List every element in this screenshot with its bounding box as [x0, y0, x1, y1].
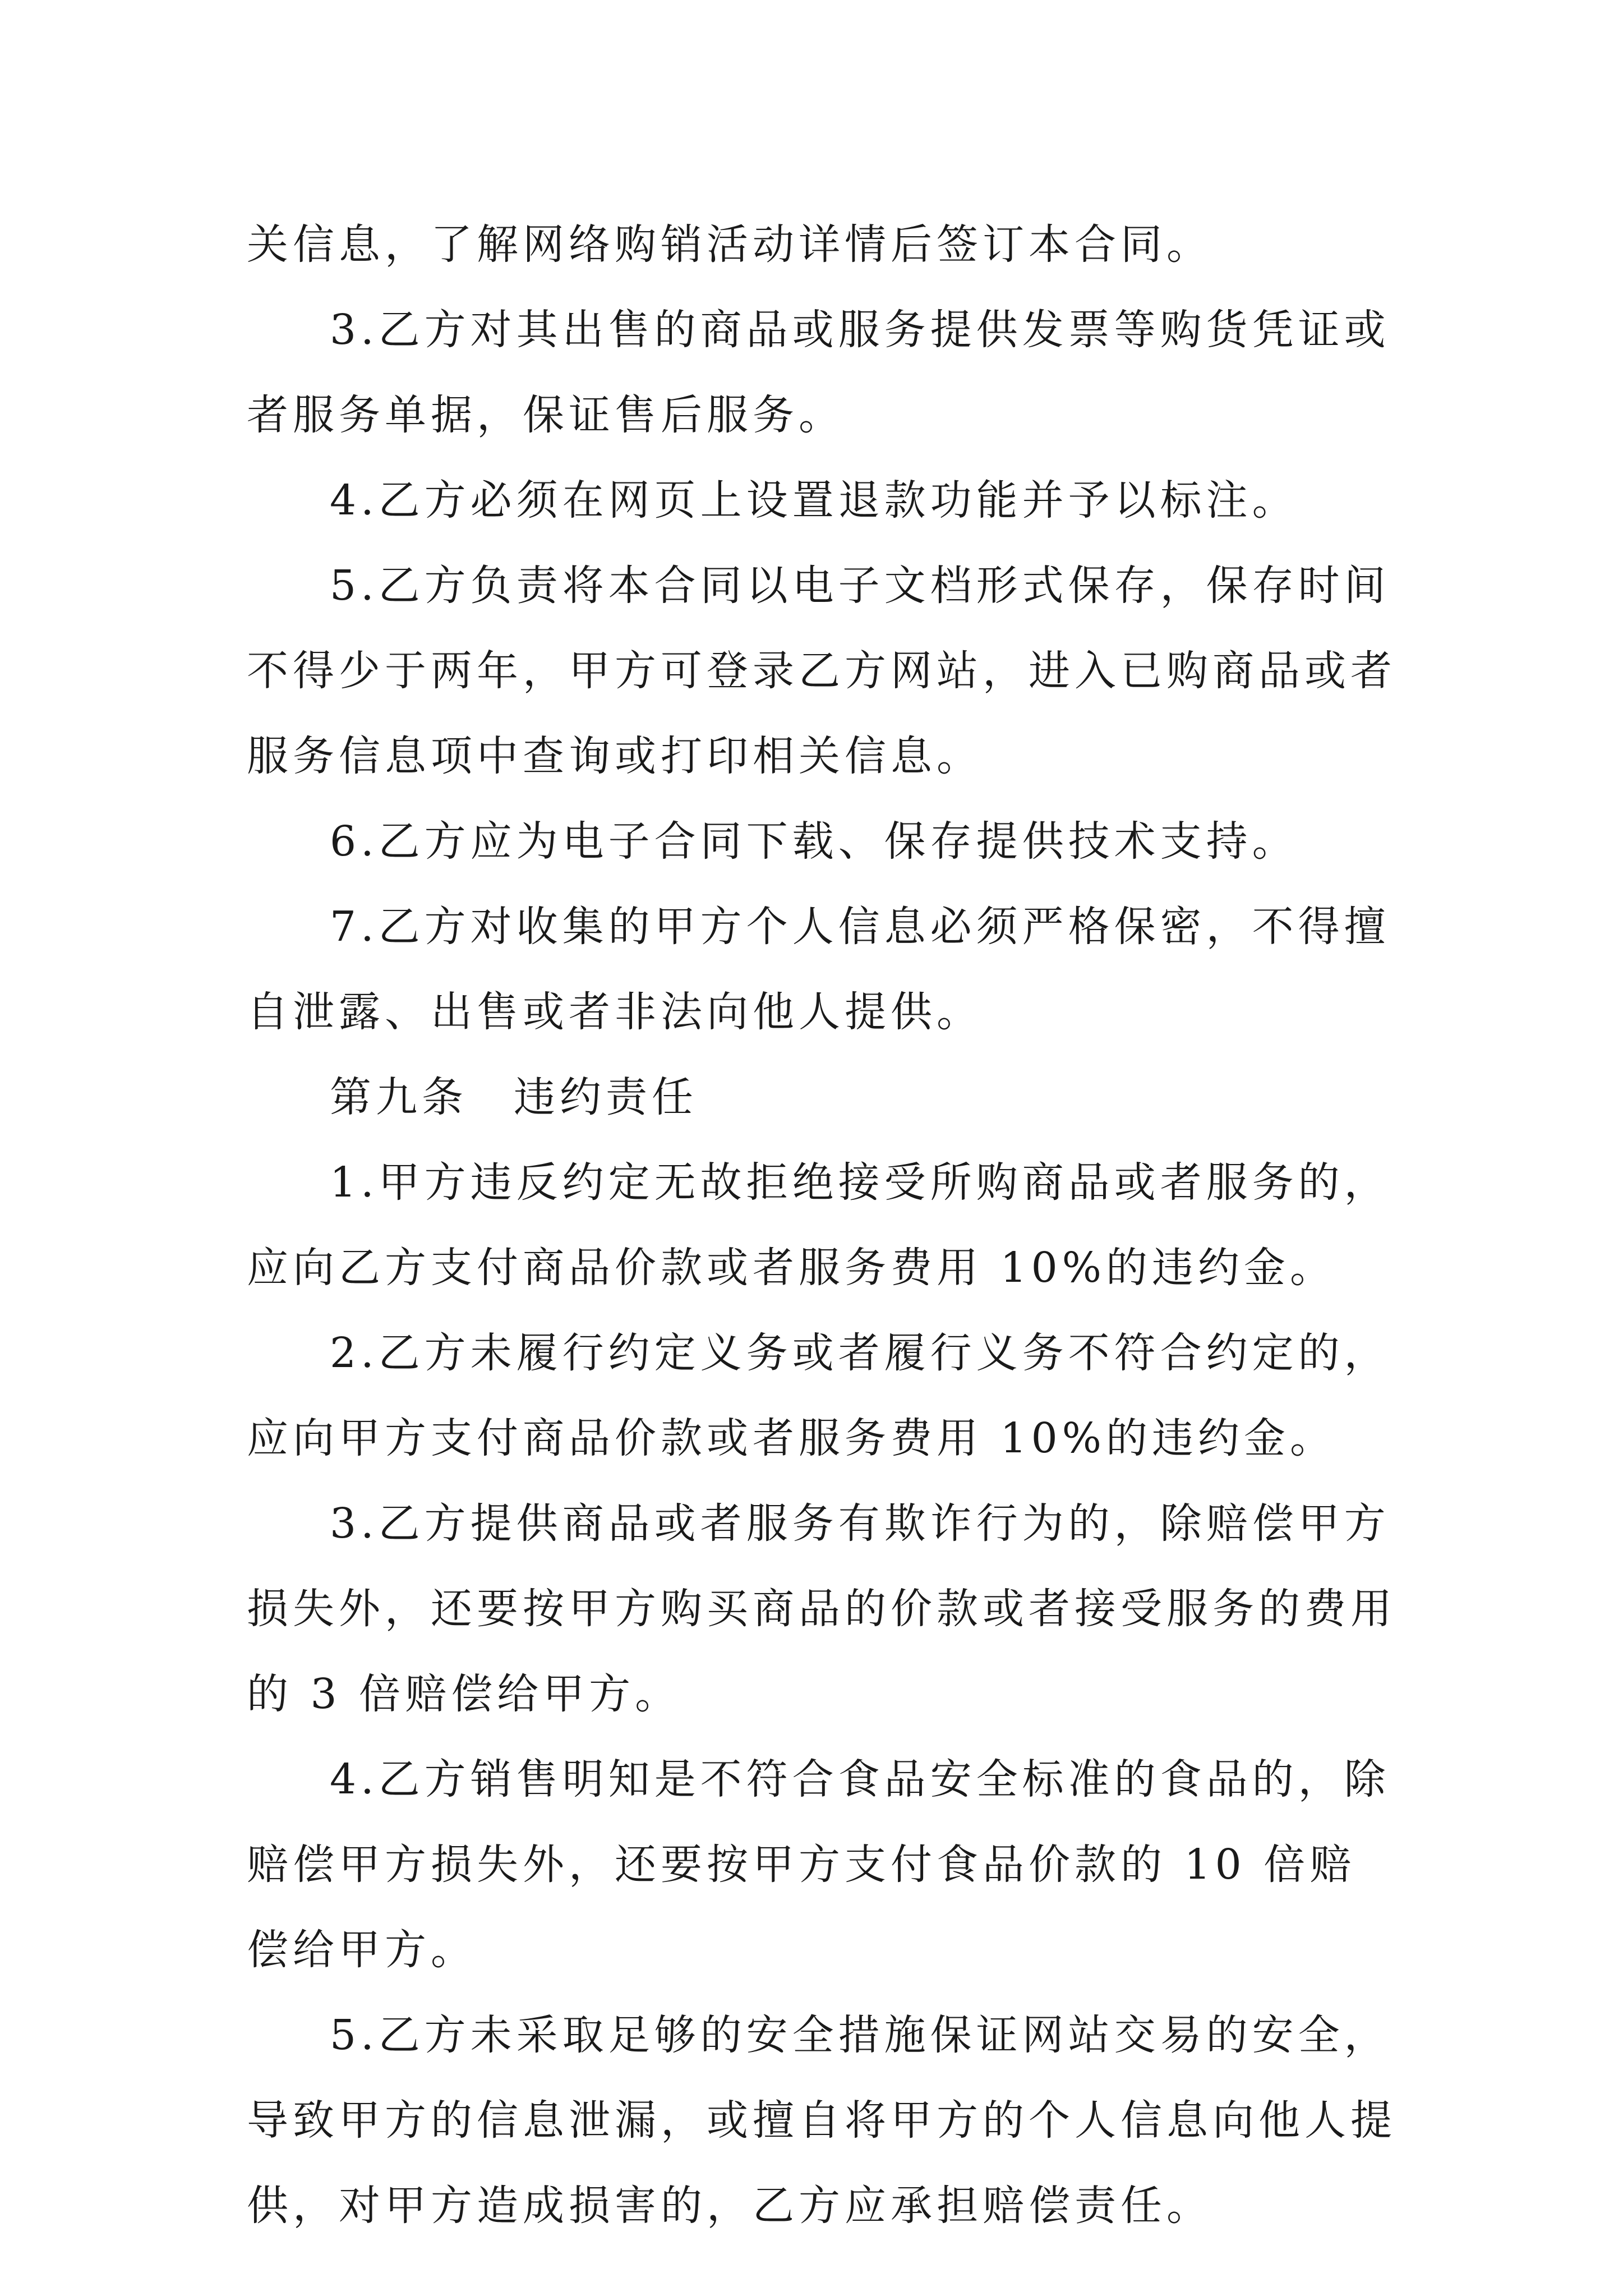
clause-9-4: 4.乙方销售明知是不符合食品安全标准的食品的，除赔偿甲方损失外，还要按甲方支付食品价款的 10 倍赔偿给甲方。 [247, 1755, 1390, 1974]
clause-9-5: 5.乙方未采取足够的安全措施保证网站交易的安全，导致甲方的信息泄漏，或擅自将甲方的个人信息向他人提供，对甲方造成损害的，乙方应承担赔偿责任。 [247, 2011, 1396, 2230]
paragraph-continuation: 关信息，了解网络购销活动详情后签订本合同。 [247, 220, 1212, 269]
clause-8-3: 3.乙方对其出售的商品或服务提供发票等购货凭证或者服务单据，保证售后服务。 [247, 306, 1390, 439]
clause-9-1: 1.甲方违反约定无故拒绝接受所购商品或者服务的，应向乙方支付商品价款或者服务费用 10%的违约金。 [247, 1158, 1390, 1292]
contract-text [247, 202, 1396, 2248]
clause-8-6: 6.乙方应为电子合同下载、保存提供技术支持。 [330, 817, 1298, 866]
clause-8-5: 5.乙方负责将本合同以电子文档形式保存，保存时间不得少于两年，甲方可登录乙方网站，进入已购商品或者服务信息项中查询或打印相关信息。 [247, 562, 1396, 780]
clause-9-2: 2.乙方未履行约定义务或者履行义务不符合约定的，应向甲方支付商品价款或者服务费用 10%的违约金。 [247, 1329, 1390, 1462]
clause-8-4: 4.乙方必须在网页上设置退款功能并予以标注。 [330, 476, 1298, 524]
clause-9-3: 3.乙方提供商品或者服务有欺诈行为的，除赔偿甲方损失外，还要按甲方购买商品的价款或者接受服务的费用的 3 倍赔偿给甲方。 [247, 1499, 1396, 1718]
clause-8-7: 7.乙方对收集的甲方个人信息必须严格保密，不得擅自泄露、出售或者非法向他人提供。 [247, 903, 1390, 1036]
article-nine-heading: 第九条 违约责任 [330, 1073, 698, 1121]
